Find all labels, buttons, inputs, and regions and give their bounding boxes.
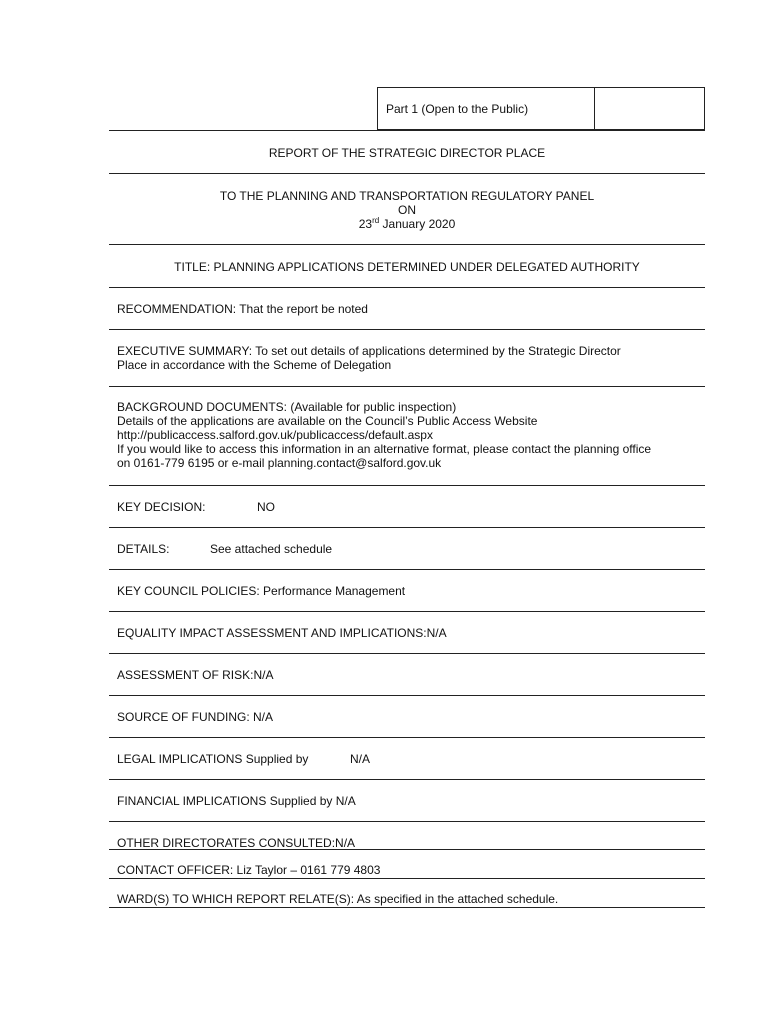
- key-policies-row: [109, 570, 705, 612]
- executive-summary-row: [109, 330, 705, 387]
- on-line: ON: [398, 203, 416, 217]
- background-documents-row: [109, 387, 705, 486]
- background-url: http://publicaccess.salford.gov.uk/publicaccess/default.aspx: [117, 428, 433, 442]
- key-policies: KEY COUNCIL POLICIES: Performance Management: [117, 584, 406, 598]
- contact-officer: CONTACT OFFICER: Liz Taylor – 0161 779 4803: [117, 863, 381, 877]
- subject-title: TITLE: PLANNING APPLICATIONS DETERMINED UNDER DELEGATED AUTHORITY: [174, 260, 640, 274]
- other-directorates: OTHER DIRECTORATES CONSULTED:N/A: [117, 836, 356, 850]
- part-label: Part 1 (Open to the Public): [386, 101, 529, 116]
- recommendation-row: [109, 288, 705, 330]
- recommendation: RECOMMENDATION: That the report be noted: [117, 302, 368, 316]
- details-row: [109, 528, 705, 570]
- subject-title-row: [109, 245, 705, 288]
- wards-row: [109, 879, 705, 908]
- report-title: REPORT OF THE STRATEGIC DIRECTOR PLACE: [268, 146, 546, 160]
- background-line-4: If you would like to access this information in an alternative format, please contact the planning office: [117, 442, 652, 456]
- legal-label: LEGAL IMPLICATIONS Supplied by: [117, 752, 309, 766]
- details-value: See attached schedule: [210, 542, 333, 556]
- contact-officer-row: [109, 850, 705, 879]
- equality-row: [109, 612, 705, 654]
- legal-value: N/A: [350, 752, 371, 766]
- legal-row: [109, 738, 705, 780]
- exec-summary-line-2: Place in accordance with the Scheme of Delegation: [117, 358, 392, 372]
- funding-row: [109, 696, 705, 738]
- part-label-cell: [378, 88, 595, 129]
- funding-source: SOURCE OF FUNDING: N/A: [117, 710, 274, 724]
- details-label: DETAILS:: [117, 542, 170, 556]
- to-line: TO THE PLANNING AND TRANSPORTATION REGULATORY PANEL: [219, 189, 595, 203]
- financial-row: [109, 780, 705, 822]
- empty-header-cell: [595, 88, 704, 129]
- header-box: [377, 87, 705, 130]
- financial-implications: FINANCIAL IMPLICATIONS Supplied by N/A: [117, 794, 356, 808]
- exec-summary-line-1: EXECUTIVE SUMMARY: To set out details of applications determined by the Strategic Director: [117, 344, 621, 358]
- risk-row: [109, 654, 705, 696]
- background-line-5: on 0161-779 6195 or e-mail planning.contact@salford.gov.uk: [117, 456, 442, 470]
- equality-assessment: EQUALITY IMPACT ASSESSMENT AND IMPLICATIONS:N/A: [117, 626, 447, 640]
- panel-row: [109, 174, 705, 245]
- risk-assessment: ASSESSMENT OF RISK:N/A: [117, 668, 274, 682]
- background-line-1: BACKGROUND DOCUMENTS: (Available for public inspection): [117, 400, 457, 414]
- key-decision-label: KEY DECISION:: [117, 500, 206, 514]
- report-form: [109, 130, 705, 908]
- key-decision-value: NO: [257, 500, 275, 514]
- report-title-row: [109, 131, 705, 174]
- meeting-date: 23rd January 2020: [358, 216, 456, 231]
- key-decision-row: [109, 486, 705, 528]
- other-directorates-row: [109, 822, 705, 850]
- background-line-2: Details of the applications are available on the Council’s Public Access Website: [117, 414, 538, 428]
- wards: WARD(S) TO WHICH REPORT RELATE(S): As specified in the attached schedule.: [117, 892, 559, 906]
